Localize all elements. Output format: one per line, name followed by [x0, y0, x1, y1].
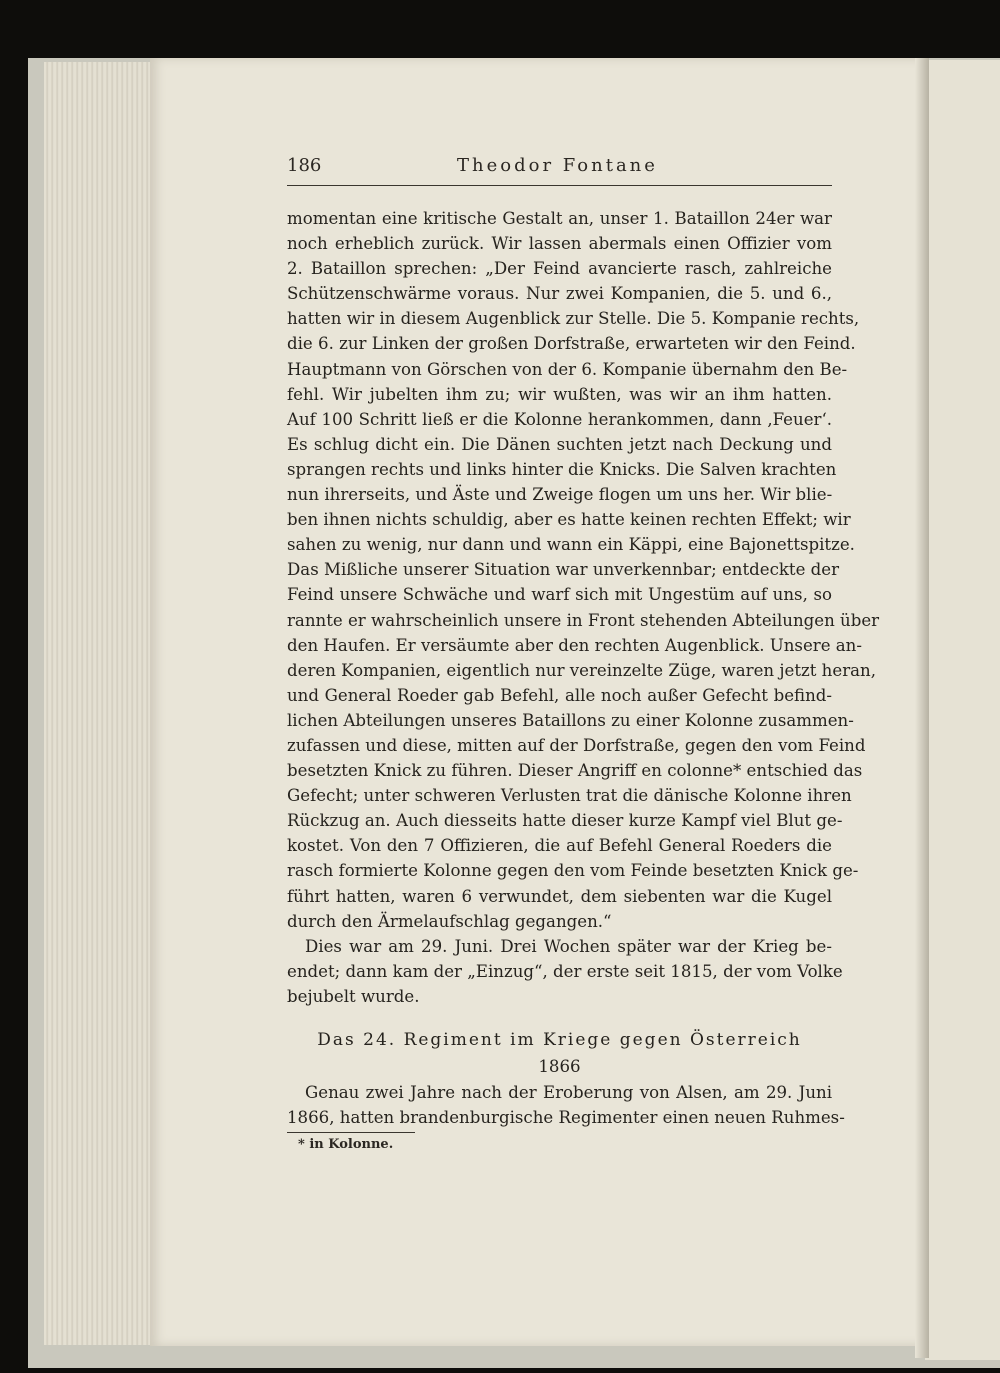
- text-line: Es schlug dicht ein. Die Dänen suchten jetzt nach Deckung und: [287, 434, 832, 454]
- text-line: den Haufen. Er versäumte aber den rechten Augenblick. Unsere an-: [287, 635, 862, 655]
- text-line: sahen zu wenig, nur dann und wann ein Käppi, eine Bajonettspitze.: [287, 535, 855, 555]
- gutter-shadow: [915, 58, 929, 1358]
- text-line: die 6. zur Linken der großen Dorfstraße, erwarteten wir den Feind.: [287, 334, 856, 354]
- text-line: kostet. Von den 7 Offizieren, die auf Befehl General Roeders die: [287, 836, 832, 856]
- running-head: [287, 153, 832, 186]
- text-line: Auf 100 Schritt ließ er die Kolonne herankommen, dann ‚Feuer‘.: [287, 409, 832, 429]
- text-line: lichen Abteilungen unseres Bataillons zu einer Kolonne zusammen-: [287, 710, 854, 730]
- text-line: bejubelt wurde.: [287, 986, 420, 1006]
- text-line: besetzten Knick zu führen. Dieser Angriff en colonne* entschied das: [287, 761, 863, 781]
- text-line: fehl. Wir jubelten ihm zu; wir wußten, was wir an ihm hatten.: [287, 384, 832, 404]
- footnote-rule: [287, 1132, 415, 1133]
- text-line: Genau zwei Jahre nach der Eroberung von Alsen, am 29. Juni: [305, 1083, 832, 1102]
- text-line: Rückzug an. Auch diesseits hatte dieser kurze Kampf viel Blut ge-: [287, 811, 843, 831]
- text-line: endet; dann kam der „Einzug“, der erste seit 1815, der vom Volke: [287, 961, 843, 981]
- text-line: 2. Bataillon sprechen: „Der Feind avancierte rasch, zahlreiche: [287, 259, 832, 279]
- text-line: Dies war am 29. Juni. Drei Wochen später war der Krieg be-: [305, 936, 832, 956]
- text-line: momentan eine kritische Gestalt an, unser 1. Bataillon 24er war: [287, 209, 832, 228]
- section-heading: Das 24. Regiment im Kriege gegen Österreich: [317, 1030, 802, 1050]
- text-line: rasch formierte Kolonne gegen den vom Feinde besetzten Knick ge-: [287, 861, 859, 881]
- page-number: 186: [287, 155, 322, 176]
- text-line: noch erheblich zurück. Wir lassen abermals einen Offizier vom: [287, 234, 832, 254]
- text-line: hatten wir in diesem Augenblick zur Stelle. Die 5. Kompanie rechts,: [287, 309, 860, 329]
- text-line: deren Kompanien, eigentlich nur vereinzelte Züge, waren jetzt heran,: [287, 660, 876, 680]
- text-line: Hauptmann von Görschen von der 6. Kompanie übernahm den Be-: [287, 359, 848, 379]
- text-line: durch den Ärmelaufschlag gegangen.“: [287, 911, 612, 931]
- footnote: * in Kolonne.: [298, 1137, 394, 1152]
- body-text: [287, 206, 880, 1009]
- text-line: Das Mißliche unserer Situation war unverkennbar; entdeckte der: [287, 560, 840, 580]
- text-line: und General Roeder gab Befehl, alle noch außer Gefecht befind-: [287, 685, 832, 705]
- text-line: Feind unsere Schwäche und warf sich mit Ungestüm auf uns, so: [287, 585, 832, 605]
- body-text-continued: [287, 1080, 845, 1130]
- section-year: 1866: [538, 1057, 581, 1076]
- page-edges: [44, 62, 153, 1345]
- text-line: Gefecht; unter schweren Verlusten trat die dänische Kolonne ihren: [287, 786, 852, 806]
- text-line: 1866, hatten brandenburgische Regimenter einen neuen Ruhmes-: [287, 1108, 845, 1128]
- text-line: sprangen rechts und links hinter die Knicks. Die Salven krachten: [287, 459, 837, 479]
- running-title: Theodor Fontane: [457, 155, 658, 176]
- facing-page-edge: [925, 60, 1000, 1360]
- text-line: führt hatten, waren 6 verwundet, dem siebenten war die Kugel: [287, 886, 832, 906]
- text-line: nun ihrerseits, und Äste und Zweige flogen um uns her. Wir blie-: [287, 485, 833, 505]
- text-line: rannte er wahrscheinlich unsere in Front stehenden Abteilungen über: [287, 610, 880, 630]
- text-line: ben ihnen nichts schuldig, aber es hatte keinen rechten Effekt; wir: [287, 510, 851, 530]
- text-line: zufassen und diese, mitten auf der Dorfstraße, gegen den vom Feind: [287, 735, 866, 755]
- text-line: Schützenschwärme voraus. Nur zwei Kompanien, die 5. und 6.,: [287, 284, 832, 304]
